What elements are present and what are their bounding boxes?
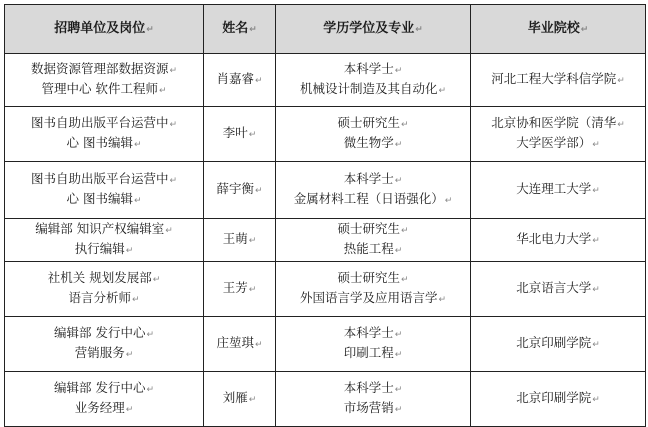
school-cell: 河北工程大学科信学院↵ (471, 54, 646, 107)
position-cell: 数据资源管理部数据资源↵ 管理中心 软件工程师↵ (5, 54, 204, 107)
table-row (5, 262, 646, 317)
recruitment-table (4, 4, 646, 427)
degree-cell: 硕士研究生↵ 外国语言学及应用语言学↵ (276, 262, 471, 317)
header-row (5, 5, 646, 54)
name-cell: 庄堃琪↵ (204, 317, 276, 372)
position-cell: 社机关 规划发展部↵ 语言分析师↵ (5, 262, 204, 317)
position-cell: 图书自助出版平台运营中↵ 心 图书编辑↵ (5, 107, 204, 162)
position-cell: 编辑部 发行中心↵ 营销服务↵ (5, 317, 204, 372)
school-cell: 北京印刷学院↵ (471, 372, 646, 427)
position-cell: 编辑部 发行中心↵ 业务经理↵ (5, 372, 204, 427)
header-degree: 学历学位及专业↵ (276, 5, 471, 54)
degree-cell: 本科学士↵ 金属材料工程（日语强化）↵ (276, 162, 471, 219)
header-name: 姓名↵ (204, 5, 276, 54)
name-cell: 李叶↵ (204, 107, 276, 162)
header-position: 招聘单位及岗位↵ (5, 5, 204, 54)
school-cell: 北京语言大学↵ (471, 262, 646, 317)
name-cell: 刘雁↵ (204, 372, 276, 427)
table-row (5, 54, 646, 107)
degree-cell: 本科学士↵ 市场营销↵ (276, 372, 471, 427)
school-cell: 北京印刷学院↵ (471, 317, 646, 372)
school-cell: 华北电力大学↵ (471, 219, 646, 262)
name-cell: 王萌↵ (204, 219, 276, 262)
name-cell: 薛宇衡↵ (204, 162, 276, 219)
name-cell: 王芳↵ (204, 262, 276, 317)
school-cell: 北京协和医学院（清华↵ 大学医学部）↵ (471, 107, 646, 162)
position-cell: 编辑部 知识产权编辑室↵ 执行编辑↵ (5, 219, 204, 262)
school-cell: 大连理工大学↵ (471, 162, 646, 219)
position-cell: 图书自助出版平台运营中↵ 心 图书编辑↵ (5, 162, 204, 219)
table-row (5, 372, 646, 427)
table-row (5, 317, 646, 372)
header-school: 毕业院校↵ (471, 5, 646, 54)
table-row (5, 219, 646, 262)
degree-cell: 硕士研究生↵ 热能工程↵ (276, 219, 471, 262)
name-cell: 肖嘉睿↵ (204, 54, 276, 107)
degree-cell: 本科学士↵ 机械设计制造及其自动化↵ (276, 54, 471, 107)
degree-cell: 本科学士↵ 印刷工程↵ (276, 317, 471, 372)
table-row (5, 107, 646, 162)
table-row (5, 162, 646, 219)
degree-cell: 硕士研究生↵ 微生物学↵ (276, 107, 471, 162)
